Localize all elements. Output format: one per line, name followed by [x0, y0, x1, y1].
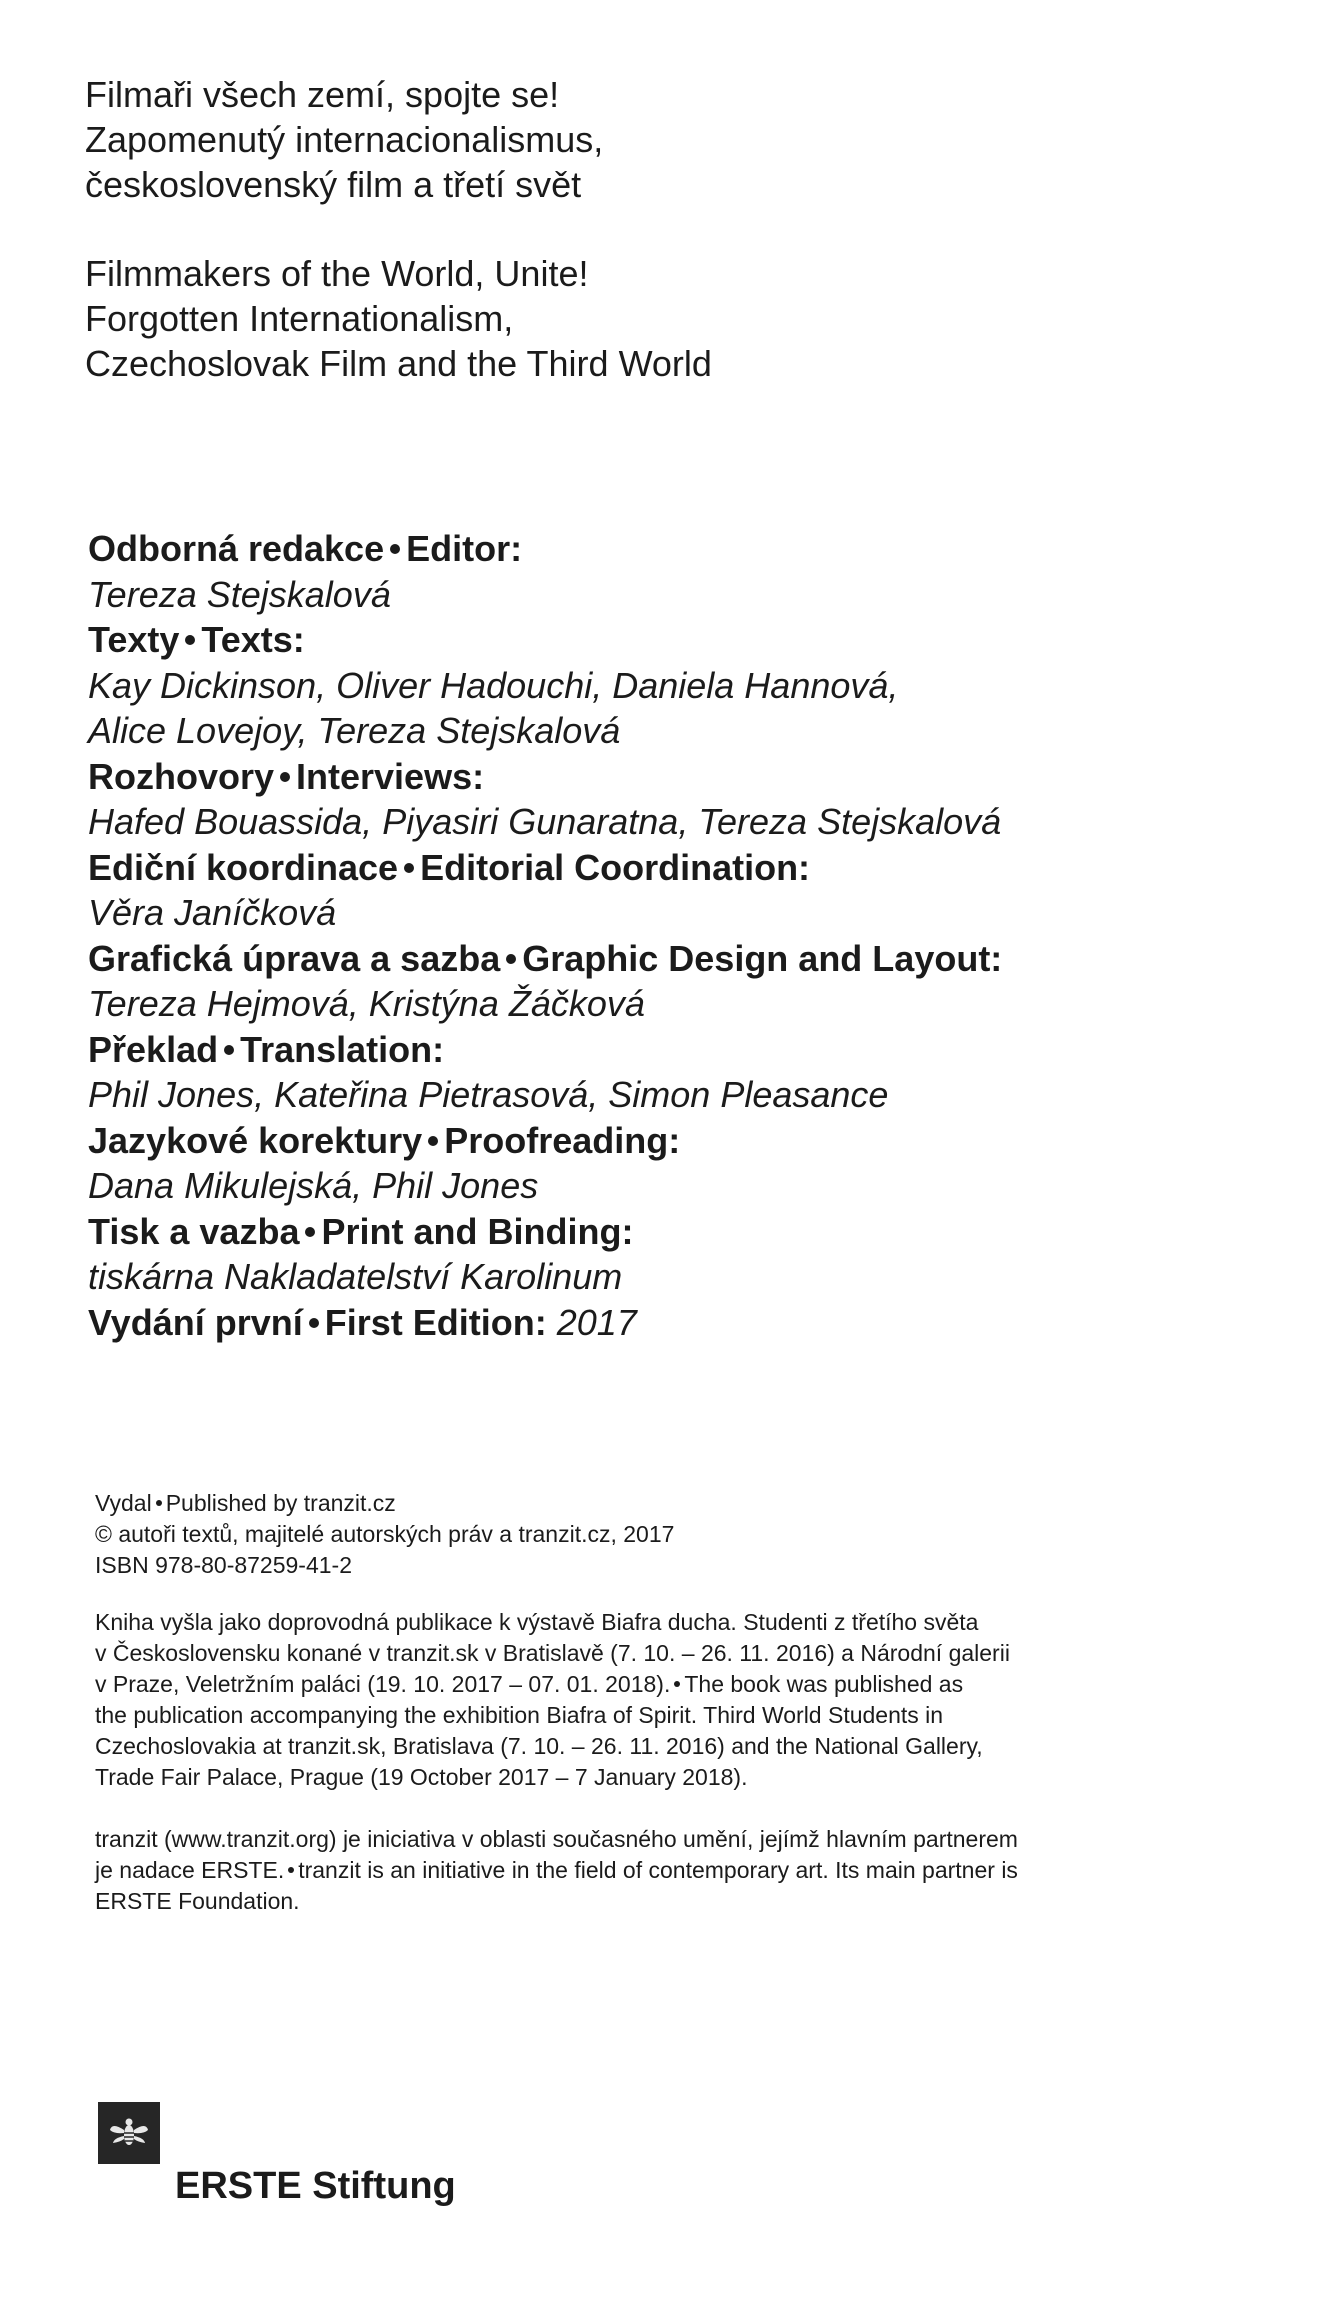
bullet-dot	[185, 635, 195, 645]
role-en: Translation:	[240, 1028, 445, 1070]
role-cz: Grafická úprava a sazba	[88, 937, 501, 979]
tranzit-line-2a: je nadace ERSTE.	[95, 1857, 285, 1883]
bullet-dot	[156, 1500, 162, 1506]
title-cz-line-1: Filmaři všech zemí, spojte se!	[85, 74, 560, 115]
credit-names-interviews: Hafed Bouassida, Piyasiri Gunaratna, Tereza Stejskalová	[88, 801, 1002, 842]
title-cz-line-3: československý film a třetí svět	[85, 164, 582, 205]
title-en-line-1: Filmmakers of the World, Unite!	[85, 253, 589, 294]
about-line-3b: The book was published as	[684, 1671, 964, 1697]
bullet-dot	[309, 1318, 319, 1328]
credit-names-coordination: Věra Janíčková	[88, 892, 337, 933]
about-line-4: the publication accompanying the exhibition Biafra of Spirit. Third World Students in	[95, 1702, 944, 1728]
tranzit-line-1: tranzit (www.tranzit.org) je iniciativa v oblasti současného umění, jejímž hlavním partnerem	[95, 1826, 1018, 1852]
tranzit-line-2b: tranzit is an initiative in the field of contemporary art. Its main partner is	[298, 1857, 1018, 1883]
credit-names-texts-2: Alice Lovejoy, Tereza Stejskalová	[88, 710, 621, 751]
copyright: © autoři textů, majitelé autorských práv a tranzit.cz, 2017	[95, 1521, 675, 1547]
bullet-dot	[224, 1045, 234, 1055]
credit-names-translation: Phil Jones, Kateřina Pietrasová, Simon Pleasance	[88, 1074, 889, 1115]
role-cz: Vydání první	[88, 1301, 303, 1343]
credit-names-editor: Tereza Stejskalová	[88, 573, 391, 615]
bullet-dot	[404, 863, 414, 873]
title-cz-line-2: Zapomenutý internacionalismus,	[85, 119, 604, 160]
bullet-dot	[288, 1867, 294, 1873]
edition-year: 2017	[556, 1301, 637, 1343]
credit-names-design: Tereza Hejmová, Kristýna Žáčková	[88, 983, 645, 1024]
bullet-dot	[674, 1681, 680, 1687]
bullet-dot	[390, 544, 400, 554]
tranzit-line-2	[95, 1855, 1245, 1886]
isbn: ISBN 978-80-87259-41-2	[95, 1552, 352, 1578]
about-line-3	[95, 1669, 1245, 1700]
about-line-1: Kniha vyšla jako doprovodná publikace k výstavě Biafra ducha. Studenti z třetího světa	[95, 1609, 979, 1635]
credits-list	[88, 526, 1238, 1345]
title-en-line-3: Czechoslovak Film and the Third World	[85, 343, 712, 384]
role-cz: Tisk a vazba	[88, 1210, 300, 1252]
bullet-dot	[428, 1136, 438, 1146]
tranzit-line-3: ERSTE Foundation.	[95, 1888, 300, 1914]
role-en: Proofreading:	[444, 1119, 681, 1161]
credit-role-editor	[88, 526, 1238, 572]
bullet-dot	[305, 1227, 315, 1237]
role-en: Print and Binding:	[321, 1210, 634, 1252]
published-en: Published by tranzit.cz	[165, 1490, 396, 1516]
credit-role-interviews	[88, 754, 1238, 800]
erste-stiftung-logo-text: ERSTE Stiftung	[175, 2165, 456, 2207]
credit-names-proofreading: Dana Mikulejská, Phil Jones	[88, 1165, 539, 1206]
credit-names-texts-1: Kay Dickinson, Oliver Hadouchi, Daniela Hannová,	[88, 664, 899, 706]
erste-bee-icon	[98, 2102, 160, 2164]
role-cz: Jazykové korektury	[88, 1119, 423, 1161]
about-publication	[95, 1607, 1245, 1793]
credit-role-edition	[88, 1300, 1238, 1346]
bullet-dot	[506, 954, 516, 964]
credit-role-print	[88, 1209, 1238, 1255]
role-cz: Ediční koordinace	[88, 846, 399, 888]
book-title	[85, 72, 1235, 386]
published-by	[95, 1488, 1245, 1519]
title-en-line-2: Forgotten Internationalism,	[85, 298, 514, 339]
role-en: Graphic Design and Layout:	[522, 937, 1003, 979]
credit-names-print: tiskárna Nakladatelství Karolinum	[88, 1256, 623, 1297]
about-line-6: Trade Fair Palace, Prague (19 October 2017 – 7 January 2018).	[95, 1764, 748, 1790]
role-en: Texts:	[201, 619, 305, 660]
role-cz: Texty	[88, 619, 180, 660]
credit-role-coordination	[88, 845, 1238, 891]
role-en: First Edition:	[324, 1301, 547, 1343]
tranzit-info	[95, 1824, 1245, 1917]
about-line-3a: v Praze, Veletržním paláci (19. 10. 2017 – 07. 01. 2018).	[95, 1671, 671, 1697]
credit-role-design	[88, 936, 1238, 982]
role-en: Editor:	[406, 528, 523, 569]
role-en: Editorial Coordination:	[420, 846, 811, 888]
credit-role-proofreading	[88, 1118, 1238, 1164]
role-cz: Rozhovory	[88, 755, 275, 797]
about-line-2: v Československu konané v tranzit.sk v Bratislavě (7. 10. – 26. 11. 2016) a Národní galerii	[95, 1640, 1010, 1666]
about-line-5: Czechoslovakia at tranzit.sk, Bratislava (7. 10. – 26. 11. 2016) and the National Gallery,	[95, 1733, 983, 1759]
credit-role-translation	[88, 1027, 1238, 1073]
role-cz: Odborná redakce	[88, 528, 385, 569]
published-cz: Vydal	[95, 1490, 152, 1516]
bullet-dot	[280, 772, 290, 782]
role-en: Interviews:	[296, 755, 485, 797]
role-cz: Překlad	[88, 1028, 219, 1070]
publication-info	[95, 1488, 1245, 1581]
credit-role-texts	[88, 617, 1238, 663]
